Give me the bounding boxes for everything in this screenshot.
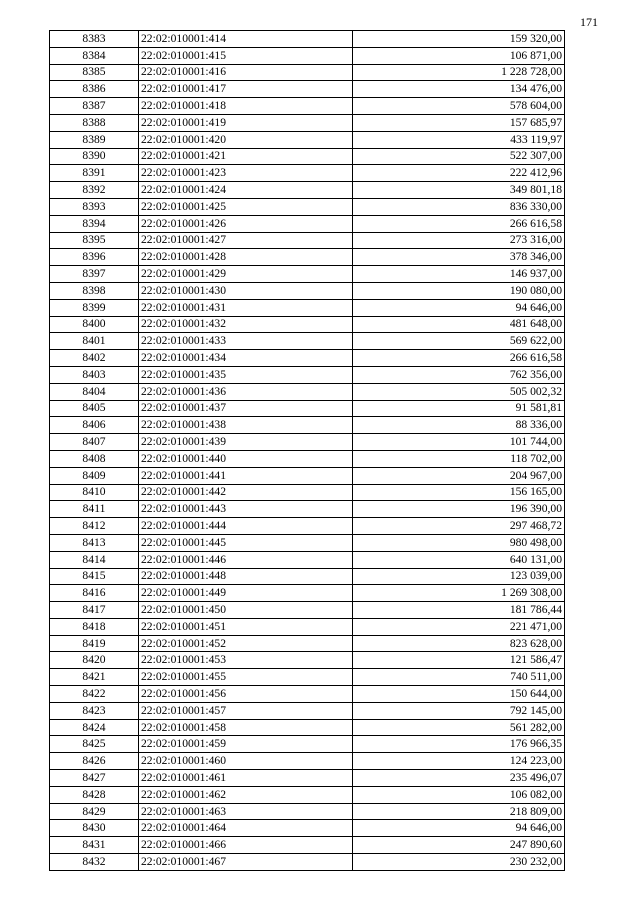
row-number-cell: 8428: [50, 786, 139, 803]
cadastral-number-cell: 22:02:010001:421: [139, 148, 353, 165]
row-number-cell: 8421: [50, 669, 139, 686]
table-row: [50, 282, 565, 299]
cadastral-value-cell: 522 307,00: [353, 148, 565, 165]
row-number-cell: 8404: [50, 383, 139, 400]
row-number-cell: 8411: [50, 501, 139, 518]
cadastral-number-cell: 22:02:010001:420: [139, 131, 353, 148]
table-row: [50, 350, 565, 367]
table-row: [50, 753, 565, 770]
page-number: 171: [580, 15, 598, 29]
row-number-cell: 8386: [50, 81, 139, 98]
cadastral-value-cell: 150 644,00: [353, 686, 565, 703]
row-number-cell: 8389: [50, 131, 139, 148]
row-number-cell: 8415: [50, 568, 139, 585]
row-number-cell: 8394: [50, 215, 139, 232]
table-row: [50, 383, 565, 400]
table-row: [50, 719, 565, 736]
cadastral-value-cell: 123 039,00: [353, 568, 565, 585]
cadastral-value-cell: 88 336,00: [353, 417, 565, 434]
row-number-cell: 8406: [50, 417, 139, 434]
cadastral-number-cell: 22:02:010001:467: [139, 854, 353, 871]
cadastral-number-cell: 22:02:010001:461: [139, 770, 353, 787]
cadastral-number-cell: 22:02:010001:443: [139, 501, 353, 518]
table-row: [50, 484, 565, 501]
table-row: [50, 602, 565, 619]
cadastral-number-cell: 22:02:010001:440: [139, 450, 353, 467]
table-row: [50, 534, 565, 551]
table-row: [50, 131, 565, 148]
cadastral-value-cell: 159 320,00: [353, 31, 565, 48]
cadastral-number-cell: 22:02:010001:449: [139, 585, 353, 602]
table-row: [50, 820, 565, 837]
cadastral-value-cell: 235 496,07: [353, 770, 565, 787]
cadastral-value-cell: 792 145,00: [353, 702, 565, 719]
cadastral-number-cell: 22:02:010001:419: [139, 114, 353, 131]
cadastral-value-cell: 230 232,00: [353, 854, 565, 871]
cadastral-value-cell: 157 685,97: [353, 114, 565, 131]
table-row: [50, 618, 565, 635]
row-number-cell: 8385: [50, 64, 139, 81]
cadastral-value-cell: 218 809,00: [353, 803, 565, 820]
cadastral-number-cell: 22:02:010001:448: [139, 568, 353, 585]
row-number-cell: 8426: [50, 753, 139, 770]
row-number-cell: 8384: [50, 47, 139, 64]
table-row: [50, 148, 565, 165]
cadastral-number-cell: 22:02:010001:444: [139, 518, 353, 535]
table-row: [50, 434, 565, 451]
cadastral-number-cell: 22:02:010001:462: [139, 786, 353, 803]
cadastral-number-cell: 22:02:010001:427: [139, 232, 353, 249]
cadastral-value-cell: 1 269 308,00: [353, 585, 565, 602]
cadastral-value-cell: 481 648,00: [353, 316, 565, 333]
cadastral-number-cell: 22:02:010001:415: [139, 47, 353, 64]
cadastral-value-cell: 106 871,00: [353, 47, 565, 64]
row-number-cell: 8391: [50, 165, 139, 182]
row-number-cell: 8390: [50, 148, 139, 165]
row-number-cell: 8420: [50, 652, 139, 669]
row-number-cell: 8419: [50, 635, 139, 652]
cadastral-value-cell: 273 316,00: [353, 232, 565, 249]
row-number-cell: 8409: [50, 467, 139, 484]
cadastral-number-cell: 22:02:010001:429: [139, 266, 353, 283]
table-row: [50, 450, 565, 467]
cadastral-value-cell: 156 165,00: [353, 484, 565, 501]
table-row: [50, 232, 565, 249]
cadastral-number-cell: 22:02:010001:417: [139, 81, 353, 98]
row-number-cell: 8395: [50, 232, 139, 249]
cadastral-value-cell: 433 119,97: [353, 131, 565, 148]
row-number-cell: 8387: [50, 98, 139, 115]
row-number-cell: 8402: [50, 350, 139, 367]
table-row: [50, 686, 565, 703]
cadastral-value-cell: 762 356,00: [353, 366, 565, 383]
cadastral-value-cell: 505 002,32: [353, 383, 565, 400]
table-row: [50, 249, 565, 266]
row-number-cell: 8424: [50, 719, 139, 736]
row-number-cell: 8431: [50, 837, 139, 854]
table-row: [50, 182, 565, 199]
row-number-cell: 8427: [50, 770, 139, 787]
table-row: [50, 803, 565, 820]
cadastral-value-cell: 740 511,00: [353, 669, 565, 686]
row-number-cell: 8407: [50, 434, 139, 451]
cadastral-number-cell: 22:02:010001:430: [139, 282, 353, 299]
cadastral-value-cell: 196 390,00: [353, 501, 565, 518]
table-row: [50, 333, 565, 350]
table-row: [50, 702, 565, 719]
table-row: [50, 198, 565, 215]
table-row: [50, 299, 565, 316]
row-number-cell: 8414: [50, 551, 139, 568]
cadastral-value-cell: 561 282,00: [353, 719, 565, 736]
cadastral-number-cell: 22:02:010001:452: [139, 635, 353, 652]
table-row: [50, 417, 565, 434]
row-number-cell: 8396: [50, 249, 139, 266]
table-row: [50, 568, 565, 585]
table-row: [50, 47, 565, 64]
cadastral-number-cell: 22:02:010001:458: [139, 719, 353, 736]
cadastral-value-cell: 118 702,00: [353, 450, 565, 467]
cadastral-value-cell: 836 330,00: [353, 198, 565, 215]
cadastral-value-cell: 101 744,00: [353, 434, 565, 451]
cadastral-value-cell: 106 082,00: [353, 786, 565, 803]
row-number-cell: 8403: [50, 366, 139, 383]
cadastral-value-cell: 266 616,58: [353, 215, 565, 232]
cadastral-value-cell: 222 412,96: [353, 165, 565, 182]
row-number-cell: 8422: [50, 686, 139, 703]
cadastral-number-cell: 22:02:010001:459: [139, 736, 353, 753]
row-number-cell: 8393: [50, 198, 139, 215]
cadastral-value-cell: 823 628,00: [353, 635, 565, 652]
table-row: [50, 585, 565, 602]
cadastral-number-cell: 22:02:010001:414: [139, 31, 353, 48]
cadastral-value-cell: 569 622,00: [353, 333, 565, 350]
table-row: [50, 652, 565, 669]
table-row: [50, 316, 565, 333]
cadastral-number-cell: 22:02:010001:456: [139, 686, 353, 703]
cadastral-number-cell: 22:02:010001:441: [139, 467, 353, 484]
row-number-cell: 8410: [50, 484, 139, 501]
table-row: [50, 215, 565, 232]
row-number-cell: 8397: [50, 266, 139, 283]
cadastral-number-cell: 22:02:010001:464: [139, 820, 353, 837]
table-body: [50, 31, 565, 871]
cadastral-value-cell: 378 346,00: [353, 249, 565, 266]
table-row: [50, 770, 565, 787]
table-row: [50, 81, 565, 98]
cadastral-value-cell: 124 223,00: [353, 753, 565, 770]
table-row: [50, 786, 565, 803]
row-number-cell: 8392: [50, 182, 139, 199]
cadastral-number-cell: 22:02:010001:451: [139, 618, 353, 635]
table-row: [50, 467, 565, 484]
cadastral-value-cell: 297 468,72: [353, 518, 565, 535]
cadastral-value-cell: 146 937,00: [353, 266, 565, 283]
cadastral-value-cell: 1 228 728,00: [353, 64, 565, 81]
row-number-cell: 8423: [50, 702, 139, 719]
cadastral-value-cell: 94 646,00: [353, 820, 565, 837]
cadastral-number-cell: 22:02:010001:436: [139, 383, 353, 400]
cadastral-number-cell: 22:02:010001:424: [139, 182, 353, 199]
cadastral-value-cell: 181 786,44: [353, 602, 565, 619]
cadastral-value-cell: 134 476,00: [353, 81, 565, 98]
cadastral-number-cell: 22:02:010001:418: [139, 98, 353, 115]
cadastral-number-cell: 22:02:010001:433: [139, 333, 353, 350]
cadastral-value-cell: 204 967,00: [353, 467, 565, 484]
table-row: [50, 114, 565, 131]
row-number-cell: 8405: [50, 400, 139, 417]
cadastral-number-cell: 22:02:010001:435: [139, 366, 353, 383]
row-number-cell: 8401: [50, 333, 139, 350]
table-row: [50, 501, 565, 518]
cadastral-number-cell: 22:02:010001:445: [139, 534, 353, 551]
row-number-cell: 8399: [50, 299, 139, 316]
cadastral-number-cell: 22:02:010001:426: [139, 215, 353, 232]
row-number-cell: 8408: [50, 450, 139, 467]
row-number-cell: 8430: [50, 820, 139, 837]
table-row: [50, 736, 565, 753]
table-row: [50, 165, 565, 182]
cadastral-number-cell: 22:02:010001:439: [139, 434, 353, 451]
cadastral-value-cell: 176 966,35: [353, 736, 565, 753]
cadastral-value-table: [49, 30, 565, 871]
cadastral-value-cell: 578 604,00: [353, 98, 565, 115]
table-row: [50, 635, 565, 652]
cadastral-value-cell: 266 616,58: [353, 350, 565, 367]
cadastral-value-cell: 221 471,00: [353, 618, 565, 635]
cadastral-value-cell: 91 581,81: [353, 400, 565, 417]
row-number-cell: 8413: [50, 534, 139, 551]
cadastral-number-cell: 22:02:010001:432: [139, 316, 353, 333]
row-number-cell: 8418: [50, 618, 139, 635]
cadastral-number-cell: 22:02:010001:455: [139, 669, 353, 686]
table-row: [50, 551, 565, 568]
cadastral-value-cell: 94 646,00: [353, 299, 565, 316]
cadastral-number-cell: 22:02:010001:466: [139, 837, 353, 854]
cadastral-number-cell: 22:02:010001:434: [139, 350, 353, 367]
table-row: [50, 837, 565, 854]
table-row: [50, 400, 565, 417]
cadastral-value-cell: 121 586,47: [353, 652, 565, 669]
table-row: [50, 64, 565, 81]
table-row: [50, 98, 565, 115]
cadastral-number-cell: 22:02:010001:437: [139, 400, 353, 417]
row-number-cell: 8432: [50, 854, 139, 871]
table-row: [50, 518, 565, 535]
cadastral-number-cell: 22:02:010001:431: [139, 299, 353, 316]
row-number-cell: 8417: [50, 602, 139, 619]
cadastral-number-cell: 22:02:010001:423: [139, 165, 353, 182]
cadastral-value-cell: 980 498,00: [353, 534, 565, 551]
cadastral-number-cell: 22:02:010001:460: [139, 753, 353, 770]
cadastral-value-cell: 190 080,00: [353, 282, 565, 299]
cadastral-number-cell: 22:02:010001:442: [139, 484, 353, 501]
table-row: [50, 366, 565, 383]
row-number-cell: 8383: [50, 31, 139, 48]
cadastral-number-cell: 22:02:010001:425: [139, 198, 353, 215]
cadastral-number-cell: 22:02:010001:463: [139, 803, 353, 820]
row-number-cell: 8429: [50, 803, 139, 820]
cadastral-number-cell: 22:02:010001:428: [139, 249, 353, 266]
table-row: [50, 854, 565, 871]
cadastral-value-cell: 349 801,18: [353, 182, 565, 199]
table-row: [50, 31, 565, 48]
cadastral-value-cell: 640 131,00: [353, 551, 565, 568]
cadastral-number-cell: 22:02:010001:446: [139, 551, 353, 568]
row-number-cell: 8400: [50, 316, 139, 333]
cadastral-number-cell: 22:02:010001:453: [139, 652, 353, 669]
row-number-cell: 8412: [50, 518, 139, 535]
cadastral-number-cell: 22:02:010001:450: [139, 602, 353, 619]
cadastral-number-cell: 22:02:010001:438: [139, 417, 353, 434]
row-number-cell: 8425: [50, 736, 139, 753]
cadastral-number-cell: 22:02:010001:416: [139, 64, 353, 81]
row-number-cell: 8388: [50, 114, 139, 131]
table-row: [50, 669, 565, 686]
cadastral-value-cell: 247 890,60: [353, 837, 565, 854]
row-number-cell: 8416: [50, 585, 139, 602]
row-number-cell: 8398: [50, 282, 139, 299]
cadastral-number-cell: 22:02:010001:457: [139, 702, 353, 719]
table-row: [50, 266, 565, 283]
